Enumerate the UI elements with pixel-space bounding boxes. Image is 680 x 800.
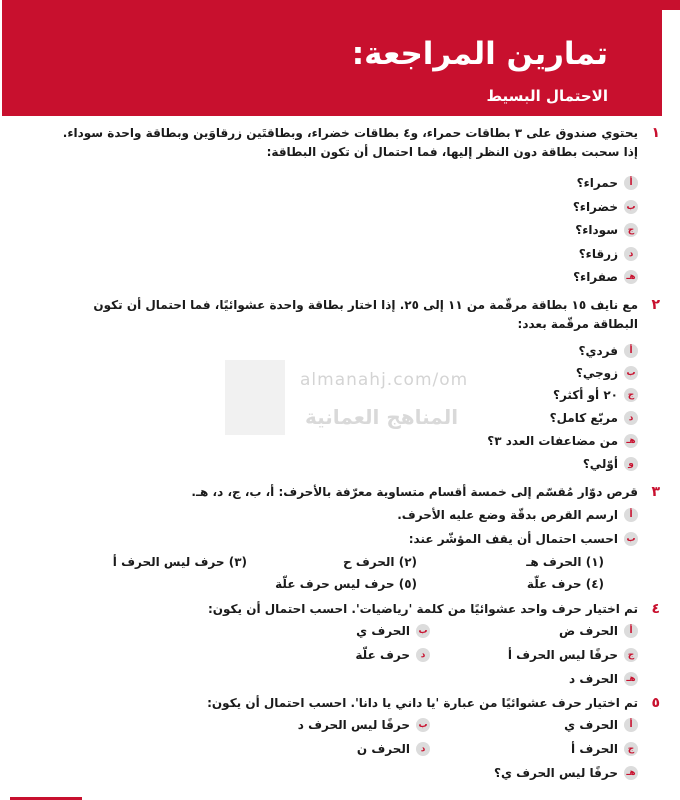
option-letter: أ xyxy=(624,176,638,190)
option-text: صفراء؟ xyxy=(573,270,618,284)
watermark-name: المناهج العمانية xyxy=(305,405,459,429)
question-number: ٥ xyxy=(651,695,660,711)
option-text: زرقاء؟ xyxy=(578,247,618,261)
option-text: حرفًا ليس الحرف ي؟ xyxy=(493,766,618,780)
question-3 xyxy=(60,483,660,502)
question-2 xyxy=(60,296,660,334)
question-number: ٣ xyxy=(651,484,660,500)
option xyxy=(577,176,638,190)
question-5 xyxy=(60,694,660,713)
option-text: من مضاعفات العدد ٣؟ xyxy=(487,434,618,448)
option-letter: أ xyxy=(624,508,638,522)
option-letter: هـ xyxy=(624,270,638,284)
option-letter: د xyxy=(624,411,638,425)
sub-item: (٢) الحرف ح xyxy=(343,555,417,569)
option xyxy=(575,223,638,237)
option xyxy=(573,200,638,214)
option xyxy=(559,624,638,638)
option-text: الحرف أ xyxy=(571,742,618,756)
option-text: الحرف ي xyxy=(356,624,410,638)
option-letter: د xyxy=(624,247,638,261)
option xyxy=(573,270,638,284)
question-number: ٤ xyxy=(651,601,660,617)
option xyxy=(357,742,430,756)
option-text: زوجي؟ xyxy=(575,366,618,380)
option-text: حرفًا ليس الحرف أ xyxy=(507,648,618,662)
page-title: تمارين المراجعة: xyxy=(351,36,608,72)
page-subtitle: الاحتمال البسيط xyxy=(486,87,608,105)
option-text: احسب احتمال أن يقف المؤشّر عند: xyxy=(408,532,618,546)
option xyxy=(356,624,430,638)
sub-item: (١) الحرف هـ xyxy=(526,555,604,569)
option-text: أوّلي؟ xyxy=(582,457,618,471)
option-letter: و xyxy=(624,457,638,471)
option-text: ٢٠ أو أكثر؟ xyxy=(553,388,618,402)
option-letter: ج xyxy=(624,648,638,662)
question-4 xyxy=(60,600,660,619)
option-letter: ج xyxy=(624,388,638,402)
option xyxy=(576,366,638,380)
option-text: خضراء؟ xyxy=(572,200,618,214)
option-letter: أ xyxy=(624,718,638,732)
option-text: ارسم القرص بدقّة وضع عليه الأحرف. xyxy=(397,508,618,522)
option-text: الحرف ن xyxy=(356,742,410,756)
option-letter: ب xyxy=(416,624,430,638)
question-number: ٢ xyxy=(651,297,660,313)
option-text: الحرف د xyxy=(568,672,618,686)
option-letter: ب xyxy=(624,366,638,380)
option xyxy=(494,766,638,780)
question-1 xyxy=(60,124,660,162)
option-text: فردي؟ xyxy=(578,344,618,358)
option-letter: ب xyxy=(416,718,430,732)
option-text: حرفًا ليس الحرف د xyxy=(297,718,410,732)
option-text: مربّع كامل؟ xyxy=(549,411,618,425)
question-text: تم اختيار حرف عشوائيًا من عبارة 'يا داني يا دانا'. احسب احتمال أن يكون: xyxy=(207,696,638,710)
option-letter: هـ xyxy=(624,434,638,448)
option xyxy=(583,457,638,471)
option-letter: ب xyxy=(624,200,638,214)
option-text: حرف علّة xyxy=(355,648,410,662)
option-letter: ج xyxy=(624,223,638,237)
option-letter: أ xyxy=(624,344,638,358)
sub-item: (٥) حرف ليس حرف علّة xyxy=(275,577,417,591)
option-letter: هـ xyxy=(624,766,638,780)
option xyxy=(550,411,638,425)
option xyxy=(355,648,430,662)
question-text: مع نايف ١٥ بطاقة مرقّمة من ١١ إلى ٢٥. إذا اختار بطاقة واحدة عشوائيًا، فما احتمال أن تكون البطاقة مرقّمة بعدد: xyxy=(93,298,638,331)
option-letter: د xyxy=(416,742,430,756)
option xyxy=(579,344,638,358)
watermark-url: almanahj.com/om xyxy=(300,370,469,390)
question-number: ١ xyxy=(651,125,660,141)
question-text: يحتوي صندوق على ٣ بطاقات حمراء، و٤ بطاقات خضراء، وبطاقتَين زرقاوَين وبطاقة واحدة سوداء. إذا سحبت بطاقة دون النظر إليها، فما احتمال أن تكون البطاقة: xyxy=(62,126,638,159)
option-letter: أ xyxy=(624,624,638,638)
option xyxy=(397,508,638,522)
option-letter: هـ xyxy=(624,672,638,686)
header-corner xyxy=(662,0,680,10)
watermark-logo xyxy=(225,360,285,435)
option-letter: ب xyxy=(624,532,638,546)
question-text: قرص دوّار مُقسّم إلى خمسة أقسام متساوية معرّفة بالأحرف: أ، ب، ج، د، هـ. xyxy=(191,485,638,499)
option-text: الحرف ض xyxy=(559,624,618,638)
option xyxy=(298,718,430,732)
option xyxy=(508,648,638,662)
option-text: حمراء؟ xyxy=(576,176,618,190)
option xyxy=(579,247,638,261)
option-letter: د xyxy=(416,648,430,662)
option xyxy=(487,434,638,448)
option xyxy=(571,742,638,756)
sub-item: (٣) حرف ليس الحرف أ xyxy=(112,555,247,569)
option-text: الحرف ي xyxy=(564,718,618,732)
option xyxy=(569,672,638,686)
question-text: تم اختيار حرف واحد عشوائيًا من كلمة 'رياضيات'. احسب احتمال أن يكون: xyxy=(207,602,638,616)
option xyxy=(553,388,638,402)
section-header xyxy=(2,0,662,116)
option xyxy=(409,532,638,546)
option-text: سوداء؟ xyxy=(575,223,618,237)
option xyxy=(564,718,638,732)
option-letter: ج xyxy=(624,742,638,756)
sub-item: (٤) حرف علّة xyxy=(526,577,604,591)
